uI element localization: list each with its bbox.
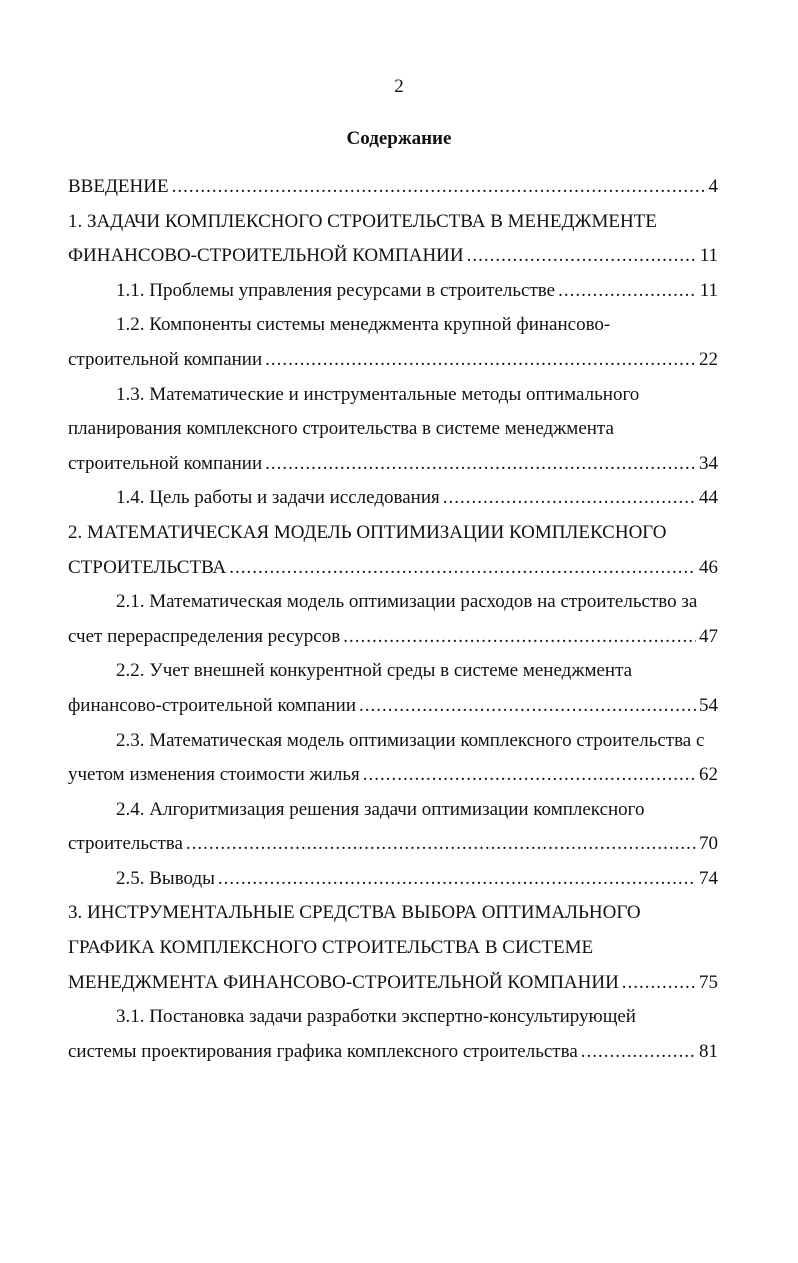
toc-entry-text: 2.5. Выводы <box>116 867 215 889</box>
toc-entry-chapter-3-cont[interactable] <box>68 966 718 1001</box>
toc-page-number: 62 <box>699 764 718 786</box>
dot-leader <box>363 758 696 793</box>
dot-leader <box>467 239 697 274</box>
toc-entry-2-3[interactable] <box>68 724 718 759</box>
toc-entry-text: 2.4. Алгоритмизация решения задачи оптимизации комплексного <box>116 798 645 820</box>
toc-entry-text: строительной компании <box>68 348 263 370</box>
toc-entry-1-3[interactable] <box>68 378 718 413</box>
toc-page-number: 44 <box>699 487 718 509</box>
toc-page-number: 81 <box>699 1040 718 1062</box>
toc-entry-text: 2.1. Математическая модель оптимизации расходов на строительство за <box>116 591 698 613</box>
toc-entry-2-1[interactable] <box>68 585 718 620</box>
toc-title: Содержание <box>346 128 452 149</box>
dot-leader <box>359 689 696 724</box>
toc-entry-1-2-cont[interactable] <box>68 343 718 378</box>
table-of-contents <box>68 170 718 1069</box>
toc-entry-2-2-cont[interactable] <box>68 689 718 724</box>
toc-entry-text: 3. ИНСТРУМЕНТАЛЬНЫЕ СРЕДСТВА ВЫБОРА ОПТИМАЛЬНОГО <box>68 902 641 924</box>
toc-entry-chapter-2[interactable] <box>68 516 718 551</box>
toc-entry-chapter-1[interactable] <box>68 205 718 240</box>
toc-entry-text: строительной компании <box>68 452 263 474</box>
dot-leader <box>558 274 697 309</box>
dot-leader <box>186 827 696 862</box>
toc-entry-text: системы проектирования графика комплексного строительства <box>68 1040 578 1062</box>
dot-leader <box>581 1035 696 1070</box>
toc-page-number: 70 <box>699 833 718 855</box>
dot-leader <box>229 551 696 586</box>
toc-page-number: 74 <box>699 867 718 889</box>
toc-entry-2-4-cont[interactable] <box>68 827 718 862</box>
dot-leader <box>265 343 696 378</box>
toc-entry-text: ВВЕДЕНИЕ <box>68 176 169 197</box>
toc-entry-text: 1.3. Математические и инструментальные методы оптимального <box>116 383 640 405</box>
toc-entry-text: 1.2. Компоненты системы менеджмента крупной финансово- <box>116 314 611 336</box>
toc-page-number: 47 <box>699 625 718 647</box>
dot-leader <box>218 862 696 897</box>
toc-entry-text: 1.1. Проблемы управления ресурсами в строительстве <box>116 279 556 301</box>
toc-entry-text: планирования комплексного строительства в системе менеджмента <box>68 418 614 440</box>
toc-entry-chapter-3[interactable] <box>68 896 718 931</box>
toc-page-number: 11 <box>699 279 718 301</box>
toc-entry-text: 1. ЗАДАЧИ КОМПЛЕКСНОГО СТРОИТЕЛЬСТВА В МЕНЕДЖМЕНТЕ <box>68 210 657 232</box>
toc-page-number: 4 <box>708 176 718 197</box>
toc-entry-chapter-2-cont[interactable] <box>68 551 718 586</box>
toc-entry-2-1-cont[interactable] <box>68 620 718 655</box>
toc-page-number: 34 <box>699 452 718 474</box>
toc-entry-1-3-cont[interactable] <box>68 447 718 482</box>
toc-entry-3-1[interactable] <box>68 1000 718 1035</box>
toc-entry-text: 2. МАТЕМАТИЧЕСКАЯ МОДЕЛЬ ОПТИМИЗАЦИИ КОМПЛЕКСНОГО <box>68 521 667 543</box>
dot-leader <box>622 966 696 1001</box>
toc-entry-2-5[interactable] <box>68 862 718 897</box>
toc-entry-text: ФИНАНСОВО-СТРОИТЕЛЬНОЙ КОМПАНИИ <box>68 245 464 267</box>
toc-page-number: 54 <box>699 694 718 716</box>
toc-entry-text: 2.2. Учет внешней конкурентной среды в системе менеджмента <box>116 660 633 682</box>
toc-entry-chapter-1-cont[interactable] <box>68 239 718 274</box>
dot-leader <box>343 620 696 655</box>
dot-leader <box>443 481 696 516</box>
toc-page-number: 46 <box>699 556 718 578</box>
toc-entry-1-2[interactable] <box>68 308 718 343</box>
dot-leader <box>172 170 706 205</box>
dot-leader <box>265 447 696 482</box>
toc-page-number: 11 <box>699 245 718 267</box>
toc-entry-text: учетом изменения стоимости жилья <box>68 764 360 786</box>
page-number: 2 <box>394 76 404 97</box>
toc-entry-text: строительства <box>68 833 183 855</box>
toc-entry-1-1[interactable] <box>68 274 718 309</box>
toc-entry-chapter-3-cont[interactable] <box>68 931 718 966</box>
toc-entry-text: 2.3. Математическая модель оптимизации комплексного строительства с <box>116 729 705 751</box>
toc-entry-1-3-cont[interactable] <box>68 412 718 447</box>
toc-entry-3-1-cont[interactable] <box>68 1035 718 1070</box>
toc-entry-text: 1.4. Цель работы и задачи исследования <box>116 487 440 509</box>
toc-entry-2-3-cont[interactable] <box>68 758 718 793</box>
toc-entry-text: МЕНЕДЖМЕНТА ФИНАНСОВО-СТРОИТЕЛЬНОЙ КОМПАНИИ <box>68 971 619 993</box>
toc-entry-text: 3.1. Постановка задачи разработки экспертно-консультирующей <box>116 1006 636 1028</box>
toc-entry-2-4[interactable] <box>68 793 718 828</box>
toc-entry-2-2[interactable] <box>68 654 718 689</box>
toc-page-number: 75 <box>699 971 718 993</box>
toc-entry-text: ГРАФИКА КОМПЛЕКСНОГО СТРОИТЕЛЬСТВА В СИСТЕМЕ <box>68 937 594 959</box>
toc-entry-introduction[interactable] <box>68 170 718 205</box>
toc-entry-1-4[interactable] <box>68 481 718 516</box>
toc-entry-text: СТРОИТЕЛЬСТВА <box>68 556 227 578</box>
toc-entry-text: финансово-строительной компании <box>68 694 356 716</box>
toc-entry-text: счет перераспределения ресурсов <box>68 625 341 647</box>
toc-page-number: 22 <box>699 348 718 370</box>
